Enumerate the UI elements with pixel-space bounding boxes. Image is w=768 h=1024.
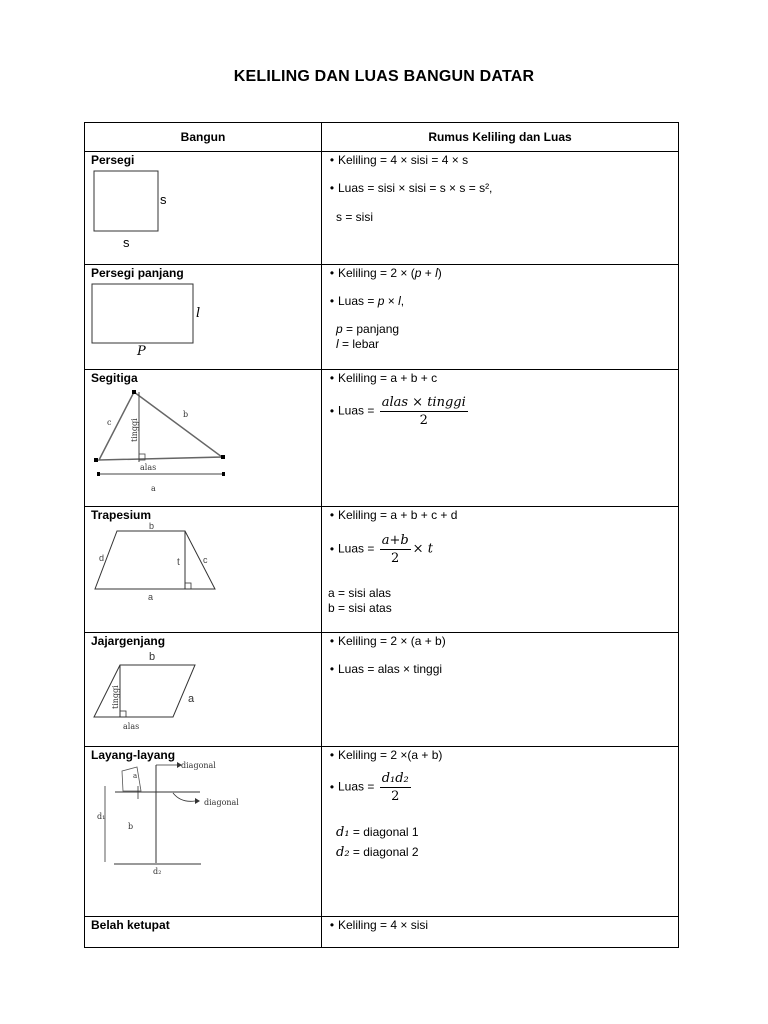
trapesium-note-a: a = sisi alas — [328, 586, 392, 600]
persegi-panjang-note-p: p = panjang — [336, 322, 400, 336]
trapezoid-a-label: a — [148, 592, 154, 602]
formula-cell-persegi — [322, 152, 679, 265]
table-row-persegi — [85, 152, 679, 265]
formula-cell-segitiga — [322, 370, 679, 507]
kite-a-label: a — [133, 772, 138, 780]
parallelogram-alas-label: alas — [123, 722, 140, 731]
belah-ketupat-keliling: • Keliling = 4 × sisi — [326, 918, 428, 932]
shape-cell-persegi — [85, 152, 322, 265]
table-row-jajargenjang — [85, 633, 679, 747]
header-rumus: Rumus Keliling dan Luas — [322, 123, 679, 152]
persegi-keliling: • Keliling = 4 × sisi = 4 × s — [326, 153, 468, 167]
square-figure — [85, 152, 322, 265]
shape-name-segitiga: Segitiga — [91, 371, 138, 385]
segitiga-keliling: • Keliling = a + b + c — [326, 371, 437, 385]
triangle-b-label: b — [183, 410, 189, 419]
header-bangun: Bangun — [85, 123, 322, 152]
kite-b-label: b — [128, 822, 134, 831]
shape-name-persegi-panjang: Persegi panjang — [91, 266, 184, 280]
triangle-figure — [85, 370, 322, 507]
page-title: KELILING DAN LUAS BANGUN DATAR — [233, 68, 535, 85]
square-bottom-label: s — [123, 235, 130, 250]
kite-d2-label: d₂ — [153, 867, 162, 876]
trapesium-note-b: b = sisi atas — [328, 601, 392, 615]
triangle-c-label: c — [107, 418, 112, 427]
jajargenjang-keliling: • Keliling = 2 × (a + b) — [326, 634, 446, 648]
formula-cell-belah-ketupat — [322, 917, 679, 948]
shape-cell-trapesium — [85, 507, 322, 633]
kite-diagonal-label-1: diagonal — [181, 761, 216, 770]
kite-d1-label: d₁ — [97, 812, 106, 821]
formula-cell-layang-layang — [322, 747, 679, 917]
parallelogram-a-label: a — [188, 693, 195, 705]
shape-cell-persegi-panjang — [85, 265, 322, 370]
parallelogram-b-label: b — [149, 651, 156, 663]
kite-figure — [85, 747, 322, 917]
table-row-layang-layang — [85, 747, 679, 917]
trapesium-luas: • Luas = $\frac{a+b}{2}$ × t — [326, 533, 433, 566]
triangle-alas-label: alas — [140, 463, 157, 472]
table-row-belah-ketupat — [85, 917, 679, 948]
square-side-label: s — [160, 192, 167, 207]
trapezoid-figure — [85, 507, 322, 633]
trapesium-fraction: $\frac{a+b}{2}$ — [381, 533, 409, 566]
triangle-a-label: a — [151, 484, 156, 493]
formula-table — [84, 122, 679, 948]
layang-layang-keliling: • Keliling = 2 ×(a + b) — [326, 748, 442, 762]
shape-name-persegi: Persegi — [91, 153, 135, 167]
trapezoid-t-label: t — [177, 557, 180, 568]
table-row-trapesium — [85, 507, 679, 633]
persegi-panjang-luas: • Luas = p × l, — [326, 294, 404, 308]
persegi-panjang-keliling: • Keliling = 2 × (p + l) — [326, 266, 442, 280]
rect-side-label: l — [196, 306, 201, 321]
layang-layang-note-d1: d₁ = diagonal 1 — [336, 825, 419, 840]
kite-diagonal-label-2: diagonal — [204, 798, 239, 807]
trapezoid-c-label: c — [203, 555, 208, 565]
trapezoid-b-label: b — [149, 521, 155, 531]
parallelogram-figure — [85, 633, 322, 747]
shape-name-belah-ketupat: Belah ketupat — [91, 918, 170, 932]
table-row-segitiga — [85, 370, 679, 507]
table-header-row — [85, 123, 679, 152]
table-row-persegi-panjang — [85, 265, 679, 370]
segitiga-fraction: $\frac{\text{alas × tinggi}}{2}$ — [381, 395, 466, 428]
persegi-panjang-note-l: l = lebar — [336, 337, 380, 351]
persegi-note: s = sisi — [336, 210, 374, 224]
shape-cell-jajargenjang — [85, 633, 322, 747]
triangle-tinggi-label: tinggi — [130, 418, 139, 442]
shape-name-layang-layang: Layang-layang — [91, 748, 176, 762]
trapesium-keliling: • Keliling = a + b + c + d — [326, 508, 457, 522]
formula-cell-trapesium — [322, 507, 679, 633]
shape-name-trapesium: Trapesium — [91, 508, 152, 522]
shape-cell-belah-ketupat — [85, 917, 322, 948]
formula-cell-persegi-panjang — [322, 265, 679, 370]
trapezoid-d-label: d — [99, 553, 105, 563]
formula-cell-jajargenjang — [322, 633, 679, 747]
layang-layang-luas: • Luas = $\frac{\text{d₁d₂}}{2}$ — [326, 771, 413, 804]
shape-name-jajargenjang: Jajargenjang — [91, 634, 166, 648]
parallelogram-tinggi-label: tinggi — [111, 685, 120, 709]
jajargenjang-luas: • Luas = alas × tinggi — [326, 662, 442, 676]
layang-layang-fraction: $\frac{\text{d₁d₂}}{2}$ — [381, 771, 409, 804]
shape-cell-layang-layang — [85, 747, 322, 917]
shape-cell-segitiga — [85, 370, 322, 507]
rectangle-figure — [85, 265, 322, 370]
segitiga-luas: • Luas = $\frac{\text{alas × tinggi}}{2}$ — [326, 395, 470, 428]
persegi-luas: • Luas = sisi × sisi = s × s = s², — [326, 181, 492, 195]
layang-layang-note-d2: d₂ = diagonal 2 — [336, 845, 419, 860]
rect-bottom-label: P — [137, 344, 146, 359]
